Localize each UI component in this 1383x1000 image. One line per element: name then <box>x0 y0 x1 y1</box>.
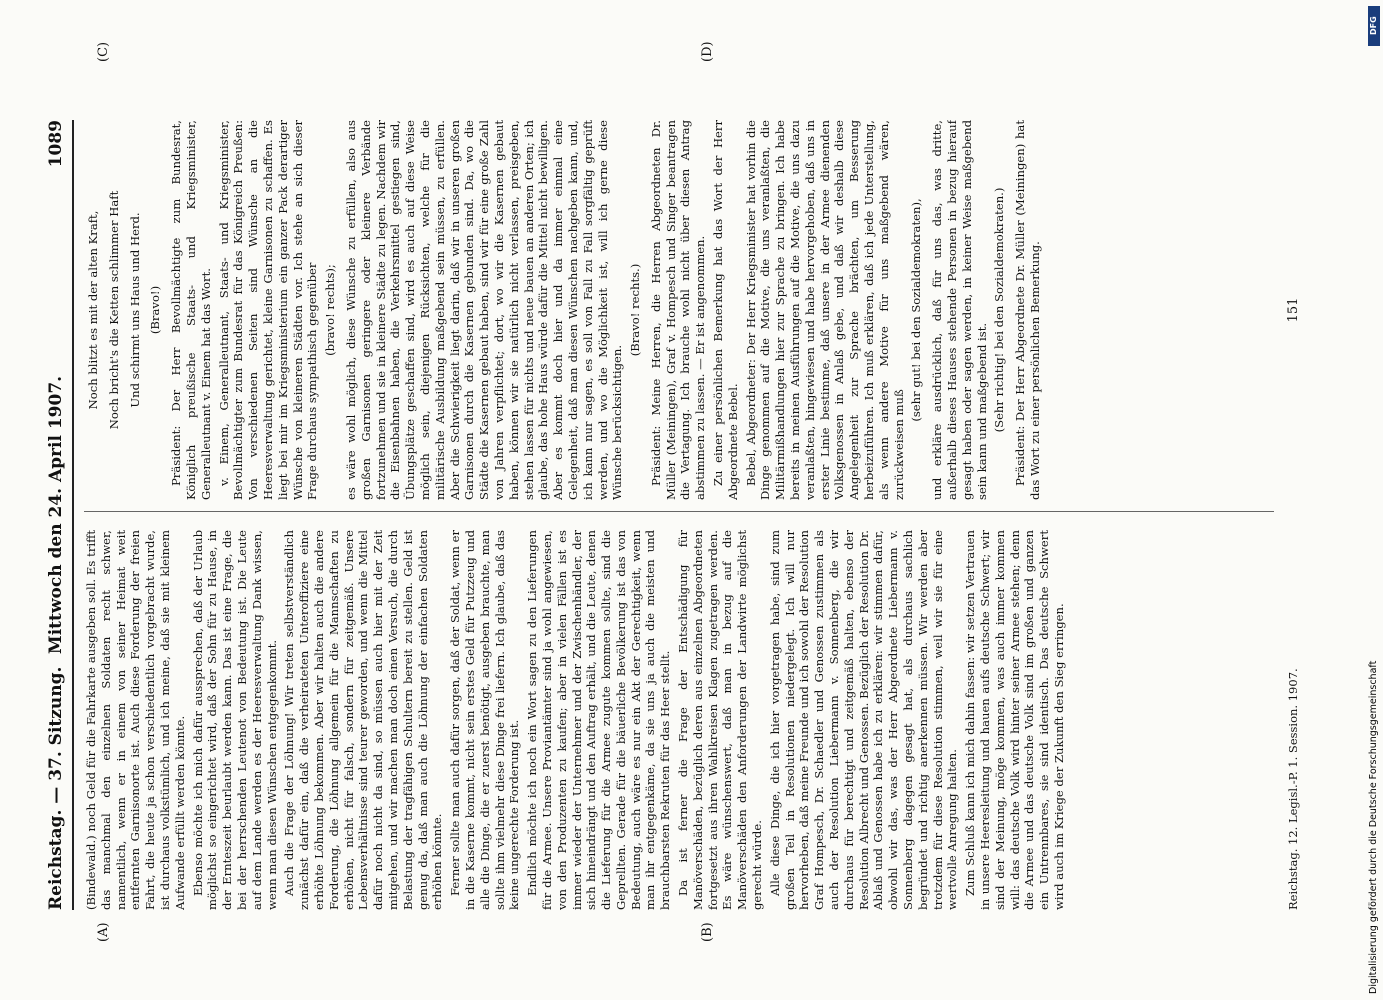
page-header <box>30 120 74 910</box>
paragraph: Endlich möchte ich noch ein Wort sagen zu den Lieferungen für die Armee. Unsere Proviantämter sind ja wohl angewiesen, von den Produzenten zu kaufen; aber in vielen Fällen ist es immer wieder der Unternehmer und der Zwischenhändler, der sich hineindrängt und den Auftrag erhält, und die Leute, denen die Lieferung für die Armee zugute kommen sollte, sind die Geprellten. Gerade für die bäuerliche Bevölkerung ist das von Bedeutung, auch wäre es nur ein Akt der Gerechtigkeit, wenn man ihr entgegenkäme, da sie uns ja auch die meisten und brauchbarsten Rekruten für das Heer stellt. <box>525 530 673 910</box>
paragraph: Da ist ferner die Frage der Entschädigung für Manöverschäden, bezüglich deren aus einzelnen Abgeordneten fortgesetzt aus ihren Wahlkreisen Klagen zugetragen werden. Es wäre wünschenswert, daß man in bezug auf die Manöverschäden den Anforderungen der Landwirte möglichst gerecht würde. <box>676 530 765 910</box>
paragraph: Zum Schluß kann ich mich dahin fassen: wir setzen Vertrauen in unsere Heeresleitung und hauen aufs deutsche Schwert; wir sind der Meinung, möge kommen, was auch immer kommen will: das deutsche Volk wird hinter seiner Armee stehen; denn die Armee und das deutsche Volk sind im großen und ganzen ein Untrennbares, sie sind identisch. Das deutsche Schwert wird auch im Kriege der Zukunft den Sieg erringen. <box>963 530 1066 910</box>
margin-mark-b: (B) <box>700 922 715 942</box>
dfg-logo: DFG <box>1368 6 1380 46</box>
interjection: (bravo! rechts); <box>323 264 338 356</box>
paragraph: Bebel, Abgeordneter: Der Herr Kriegsminister hat vorhin die Dinge genommen auf die Motive, die uns veranlaßten, die Militärmißhandlungen hier zur Sprache zu bringen. Ich habe bereits in meinen Ausführungen auf die Motive, die uns dazu veranlaßten, hingewiesen und habe hervorgehoben, daß uns in erster Linie bestimme, daß unsere in der Armee dienenden Volksgenossen in Anlaß gebe, und daß wir deshalb diese Angelegenheit zur Sprache brächten, um Besserung herbeizuführen. Ich muß erklären, daß ich jede Unterstellung, als wenn andere Motive für uns maßgebend wären, zurückweisen muß <box>743 120 906 500</box>
interjection: (Sehr richtig! bei den Sozialdemokraten.) <box>992 187 1007 433</box>
paragraph: Alle diese Dinge, die ich hier vorgetragen habe, sind zum großen Teil in Resolutionen niedergelegt. Ich will nur hervorheben, daß meine Freunde und ich sowohl der Resolution Graf Hompesch, Dr. Schaedler und Genossen zustimmen als auch der Resolution Liebermann v. Sonnenberg, die wir durchaus für berechtigt und zeitgemäß halten, ebenso der Resolution Albrecht und Genossen. Bezüglich der Resolution Dr. Ablaß und Genossen habe ich zu erklären: wir stimmen dafür, obwohl wir das, was der Herr Abgeordnete Liebermann v. Sonnenberg dagegen gesagt hat, als durchaus sachlich begründet und richtig anerkennen müssen. Wir werden aber trotzdem für diese Resolution stimmen, weil wir sie für eine wertvolle Anregung halten. <box>767 530 960 910</box>
paragraph: es wäre wohl möglich, diese Wünsche zu erfüllen, also aus großen Garnisonen geringere oder kleinere Verbände fortzunehmen und sie in kleinere Städte zu legen. Nachdem wir die Eisenbahnen haben, die Verkehrsmittel gestiegen sind, Übungsplätze geschaffen sind, wird es auch auf diese Weise möglich sein, diejenigen Rücksichten, welche für die militärische Ausbildung maßgebend sein müssen, zu erfüllen. Aber die Schwierigkeit liegt darin, daß wir in unseren großen Garnisonen durch die Kasernen gebunden sind. Da, wo die Städte die Kasernen gebaut haben, sind wir für eine große Zahl von Jahren verpflichtet; dort, wo wir die Kasernen gebaut haben, können wir sie natürlich nicht verlassen, preisgeben, stehen lassen für nichts und neue bauen an anderen Orten; ich glaube, das hohe Haus würde dafür die Mittel nicht bewilligen. Aber es kommt doch hier und da immer einmal eine Gelegenheit, daß man diesen Wünschen nachgeben kann, und, ich kann nur sagen, es soll von Fall zu Fall sorgfältig geprüft werden, und wo die Möglichkeit ist, will ich gerne diese Wünsche berücksichtigen. <box>343 120 625 500</box>
margin-mark-d: (D) <box>700 41 715 62</box>
paragraph: Zu einer persönlichen Bemerkung hat das Wort der Herr Abgeordnete Bebel. <box>711 120 740 500</box>
footer-sheet-number: 151 <box>1286 297 1301 323</box>
applause-note: (Bravo!) <box>148 285 163 335</box>
margin-mark-c: (C) <box>96 41 111 62</box>
column-divider <box>84 511 1274 512</box>
footer-volume-note: Reichstag. 12. Legisl.-P. 1. Session. 1907. <box>1286 668 1300 910</box>
interjection: (Bravo! rechts.) <box>628 263 643 357</box>
digitization-credit: Digitalisierung gefördert durch die Deutsche Forschungsgemeinschaft <box>1368 660 1379 994</box>
paragraph: und erkläre ausdrücklich, daß für uns das, was dritte, außerhalb dieses Hauses stehende Personen in bezug hierauf gesagt haben oder sagen werden, in keiner Weise maßgebend sein kann und maßgebend ist. <box>930 120 989 500</box>
header-session: Reichstag. — 37. Sitzung. <box>46 666 66 910</box>
page-number: 1089 <box>46 120 66 168</box>
verse-line: Noch bricht's die Ketten schlimmer Haft <box>106 190 121 430</box>
header-date: Mittwoch den 24. April 1907. <box>46 375 66 655</box>
paragraph: Präsident: Der Herr Abgeordnete Dr. Müller (Meiningen) hat das Wort zu einer persönlichen Bemerkung. <box>1013 120 1043 500</box>
paragraph: Präsident: Der Herr Bevollmächtigte zum Bundesrat, Königlich preußische Staats- und Kriegsminister, Generalleutnant v. Einem hat das Wort. <box>169 120 213 500</box>
paragraph: Präsident: Meine Herren, die Herren Abgeordneten Dr. Müller (Meiningen), Graf v. Hompesch und Singer beantragen die Vertagung. Ich brauche wohl nicht über diesen Antrag abstimmen zu lassen. — Er ist angenommen. <box>648 120 708 500</box>
interjection: (sehr gut! bei den Sozialdemokraten), <box>909 198 924 422</box>
margin-mark-a: (A) <box>96 922 111 942</box>
paragraph: Ebenso möchte ich mich dafür aussprechen, daß der Urlaub möglichst so eingerichtet wird, daß der Sohn für zu Hause, in der Ernteszeit beurlaubt werden kann. Das ist eine Frage, die bei der herrschenden Leutenot von Bedeutung ist. Die Leute auf dem Lande werden es der Heeresverwaltung Dank wissen, wenn man diesen Wünschen entgegenkommt. <box>190 530 279 910</box>
paragraph: v. Einem, Generalleutnant, Staats- und Kriegsminister, Bevollmächtigter zum Bundesrat für das Königreich Preußen: Von verschiedenen Seiten sind Wünsche an die Heeresverwaltung gerichtet, kleine Garnisonen zu schaffen. Es liegt bei mir im Kriegsministerium ein ganzer Pack derartiger Wünsche von kleineren Städten vor. Ich stehe an sich dieser Frage durchaus sympathisch gegenüber <box>216 120 320 500</box>
paragraph: Ferner sollte man auch dafür sorgen, daß der Soldat, wenn er in die Kaserne kommt, nicht sein erstes Geld für Putzzeug und alle die Dinge, die er zuerst benötigt, ausgeben brauchte, man sollte ihm vielmehr diese Dinge frei liefern. Ich glaube, daß das keine ungerechte Forderung ist. <box>448 530 522 910</box>
right-text-column <box>84 120 1264 500</box>
paragraph: (Bindewald.) noch Geld für die Fahrkarte ausgeben soll. Es trifft das manchmal den einzelnen Soldaten recht schwer, namentlich, wenn er in einem von seiner Heimat weit entfernten Garnisonorte ist. Auch diese Forderung der freien Fahrt, die heute ja schon verschiedentlich vorgebracht wurde, ist durchaus volkstümlich, und ich meine, daß sie mit kleinem Aufwande erfüllt werden könnte. <box>84 530 187 910</box>
left-text-column <box>84 530 1264 910</box>
paragraph: Auch die Frage der Löhnung! Wir treten selbstverständlich zunächst dafür ein, daß die verheirateten Unteroffiziere eine erhöhte Löhnung bekommen. Aber wir halten auch die andere Forderung, die Löhnung allgemein für die Mannschaften zu erhöhen, nicht für falsch, sondern für zeitgemäß. Unsere Lebensverhältnisse sind teurer geworden, und wenn die Mittel dafür noch nicht da sind, so müssen auch hier mit der Zeit mitgehen, und wir machen man doch einen Versuch, die durch Belastung der tragfähigen Schultern bereit zu stellen. Geld ist genug da, daß man auch die Löhnung der einfachen Soldaten erhöhen könnte. <box>282 530 445 910</box>
verse-line: Und schirmt uns Haus und Herd. <box>127 212 142 408</box>
verse-line: Noch blitzt es mit der alten Kraft, <box>86 210 100 410</box>
